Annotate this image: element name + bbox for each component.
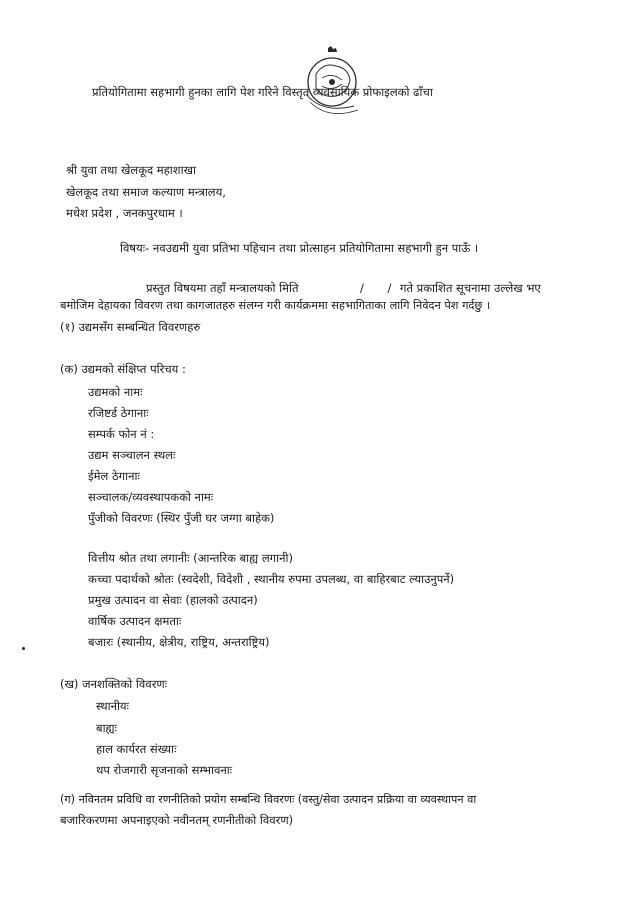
date-placeholder: / / <box>360 281 402 295</box>
section-ka-heading: (क) उद्यमको संक्षिप्त परिचय : <box>60 362 186 376</box>
field-email: ईमेल ठेगानाः <box>88 469 140 483</box>
address-line-2: खेलकूद तथा समाज कल्याण मन्त्रालय, <box>66 185 226 199</box>
field-current-employees: हाल कार्यरत संख्याः <box>96 742 177 756</box>
section-kha-heading: (ख) जनशक्तिको विवरणः <box>60 677 168 691</box>
field-main-product: प्रमुख उत्पादन वा सेवाः (हालको उत्पादन) <box>88 593 258 607</box>
section-ga-line1: (ग) नविनतम प्रविधि वा रणनीतिको प्रयोग सम्बन्धि विवरणः (वस्तु/सेवा उत्पादन प्रक्रिया वा व्यवस्थापन वा <box>60 793 477 806</box>
field-annual-capacity: वार्षिक उत्पादन क्षमताः <box>88 614 182 628</box>
field-external-staff: बाह्यः <box>96 721 117 735</box>
address-line-3: मधेश प्रदेश , जनकपुरधाम । <box>66 206 183 220</box>
document-title: प्रतियोगितामा सहभागी हुनका लागि पेश गरिने विस्तृत व्यवसायिक प्रोफाइलको ढाँचा <box>92 85 433 99</box>
body-line2: बमोजिम देहायका विवरण तथा कागजातहरु संलग्न गरी कार्यक्रममा सहभागिताका लागि निवेदन पेश गर्दछु । <box>60 299 491 312</box>
field-raw-material-source: कच्चा पदार्थको श्रोतः (स्वदेशी, विदेशी , स्थानीय रुपमा उपलब्ध, वा बाहिरबाट ल्याउनुपर्ने) <box>88 572 455 586</box>
field-local-staff: स्थानीयः <box>96 699 129 713</box>
field-contact-phone: सम्पर्क फोन नं : <box>88 427 155 441</box>
address-line-1: श्री युवा तथा खेलकूद महाशाखा <box>66 163 196 177</box>
field-manager-name: सञ्चालक/व्यवस्थापकको नामः <box>88 490 214 504</box>
stray-mark <box>22 647 25 650</box>
field-financial-source: वित्तीय श्रोत तथा लगानीः (आन्तरिक बाह्य लगानी) <box>88 551 293 565</box>
body-line1-end: गते प्रकाशित सूचनामा उल्लेख भए <box>400 281 541 295</box>
subject-line: विषयः- नवउद्यमी युवा प्रतिभा पहिचान तथा प्रोत्साहन प्रतियोगितामा सहभागी हुन पाऊँ । <box>120 241 479 255</box>
field-registered-address: रजिष्टर्ड ठेगानाः <box>88 406 149 420</box>
field-capital-details: पुँजीको विवरणः (स्थिर पुँजी घर जग्गा बाहेक) <box>88 511 275 525</box>
body-line1-start: प्रस्तुत विषयमा तहाँ मन्त्रालयको मिति <box>146 281 299 295</box>
field-employment-potential: थप रोजगारी सृजनाको सम्भावनाः <box>96 763 233 777</box>
field-operation-location: उद्यम सञ्चालन स्थलः <box>88 448 176 462</box>
section-ga-line2: बजारिकरणमा अपनाइएको नवीनतम् रणनीतीको विवरण) <box>60 813 294 827</box>
section-1-heading: (१) उद्यमसँग सम्बन्धित विवरणहरु <box>60 320 201 334</box>
field-enterprise-name: उद्यमको नामः <box>88 385 143 399</box>
field-market: बजारः (स्थानीय, क्षेत्रीय, राष्ट्रिय, अन्तराष्ट्रिय) <box>88 635 270 649</box>
